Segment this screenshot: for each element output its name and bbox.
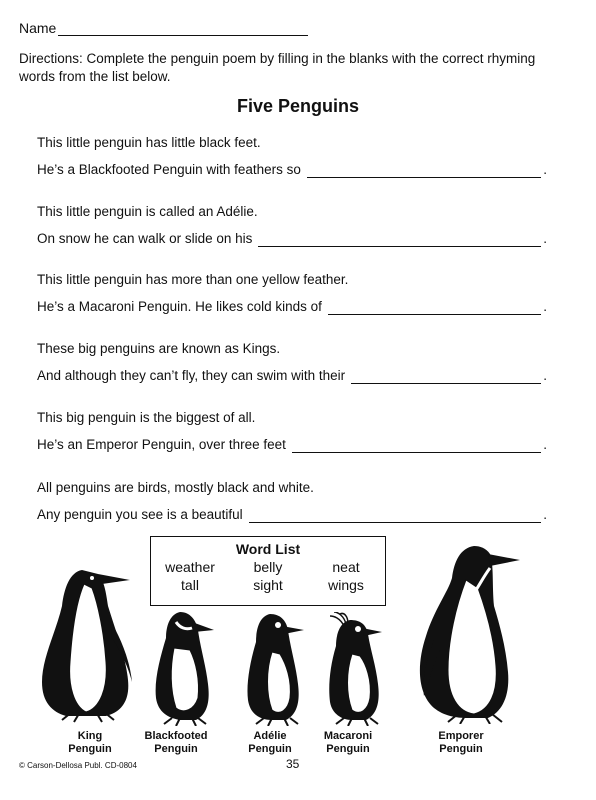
penguin-label-blackfooted	[140, 730, 212, 756]
word-list-word: sight	[253, 577, 283, 593]
period: .	[543, 437, 547, 452]
page-title: Five Penguins	[236, 96, 360, 116]
poem-line: This big penguin is the biggest of all.	[37, 410, 256, 425]
penguin-label-line: Macaroni	[323, 730, 373, 742]
penguin-label-line: Penguin	[248, 743, 292, 755]
stanza	[37, 409, 547, 453]
poem-line: This little penguin is called an Adélie.	[37, 204, 258, 219]
name-label: Name	[19, 20, 57, 36]
answer-blank[interactable]	[258, 234, 541, 247]
penguin-label-line: Adélie	[253, 730, 287, 742]
king-penguin-illustration	[32, 562, 142, 724]
period: .	[543, 162, 547, 177]
word-list-grid	[151, 559, 385, 593]
penguin-label-emperor	[426, 730, 496, 756]
poem-line: This little penguin has little black feet.	[37, 135, 261, 150]
penguin-label-line: Penguin	[68, 743, 112, 755]
word-list-word: tall	[181, 577, 199, 593]
macaroni-penguin-illustration	[322, 612, 386, 726]
poem-line: This little penguin has more than one yellow feather.	[37, 272, 349, 287]
poem-line: These big penguins are known as Kings.	[37, 341, 281, 356]
penguin-label-line: Penguin	[326, 743, 370, 755]
answer-blank[interactable]	[328, 302, 541, 315]
answer-blank[interactable]	[351, 371, 541, 384]
answer-blank[interactable]	[292, 440, 541, 453]
poem-line: He’s a Macaroni Penguin. He likes cold kinds of	[37, 299, 322, 314]
period: .	[543, 299, 547, 314]
penguin-label-adelie	[238, 730, 302, 756]
penguin-label-line: Blackfooted	[144, 730, 208, 742]
penguin-label-king	[60, 730, 120, 756]
poem-line: On snow he can walk or slide on his	[37, 231, 253, 246]
name-blank[interactable]	[58, 21, 308, 36]
penguin-label-line: Emporer	[438, 730, 484, 742]
penguin-label-line: Penguin	[439, 743, 483, 755]
page-number: 35	[286, 757, 300, 771]
directions-text: Directions: Complete the penguin poem by filling in the blanks with the correct rhyming words from the list below.	[19, 51, 536, 84]
word-list-title: Word List	[235, 541, 301, 557]
stanza	[37, 134, 547, 178]
penguin-label-line: King	[77, 730, 103, 742]
word-list-word: weather	[165, 559, 215, 575]
copyright-footer: © Carson-Dellosa Publ. CD-0804	[19, 761, 137, 770]
period: .	[543, 507, 547, 522]
stanza	[37, 203, 547, 247]
penguin-label-macaroni	[314, 730, 382, 756]
stanza	[37, 479, 547, 523]
period: .	[543, 368, 547, 383]
stanza	[37, 340, 547, 384]
name-field	[19, 20, 308, 36]
answer-blank[interactable]	[249, 510, 542, 523]
poem-line: He’s a Blackfooted Penguin with feathers so	[37, 162, 301, 177]
emperor-penguin-illustration	[404, 540, 524, 724]
word-list-word: belly	[253, 559, 283, 575]
word-list-box	[150, 536, 386, 606]
poem-line: He’s an Emperor Penguin, over three feet	[37, 437, 286, 452]
poem-line: Any penguin you see is a beautiful	[37, 507, 243, 522]
answer-blank[interactable]	[307, 165, 541, 178]
adelie-penguin-illustration	[240, 610, 310, 726]
poem-line: And although they can’t fly, they can swim with their	[37, 368, 346, 383]
word-list-word: wings	[328, 577, 364, 593]
stanza	[37, 271, 547, 315]
word-list-word: neat	[332, 559, 360, 575]
poem-line: All penguins are birds, mostly black and white.	[37, 480, 314, 495]
penguin-label-line: Penguin	[154, 743, 198, 755]
period: .	[543, 231, 547, 246]
blackfooted-penguin-illustration	[146, 608, 222, 726]
